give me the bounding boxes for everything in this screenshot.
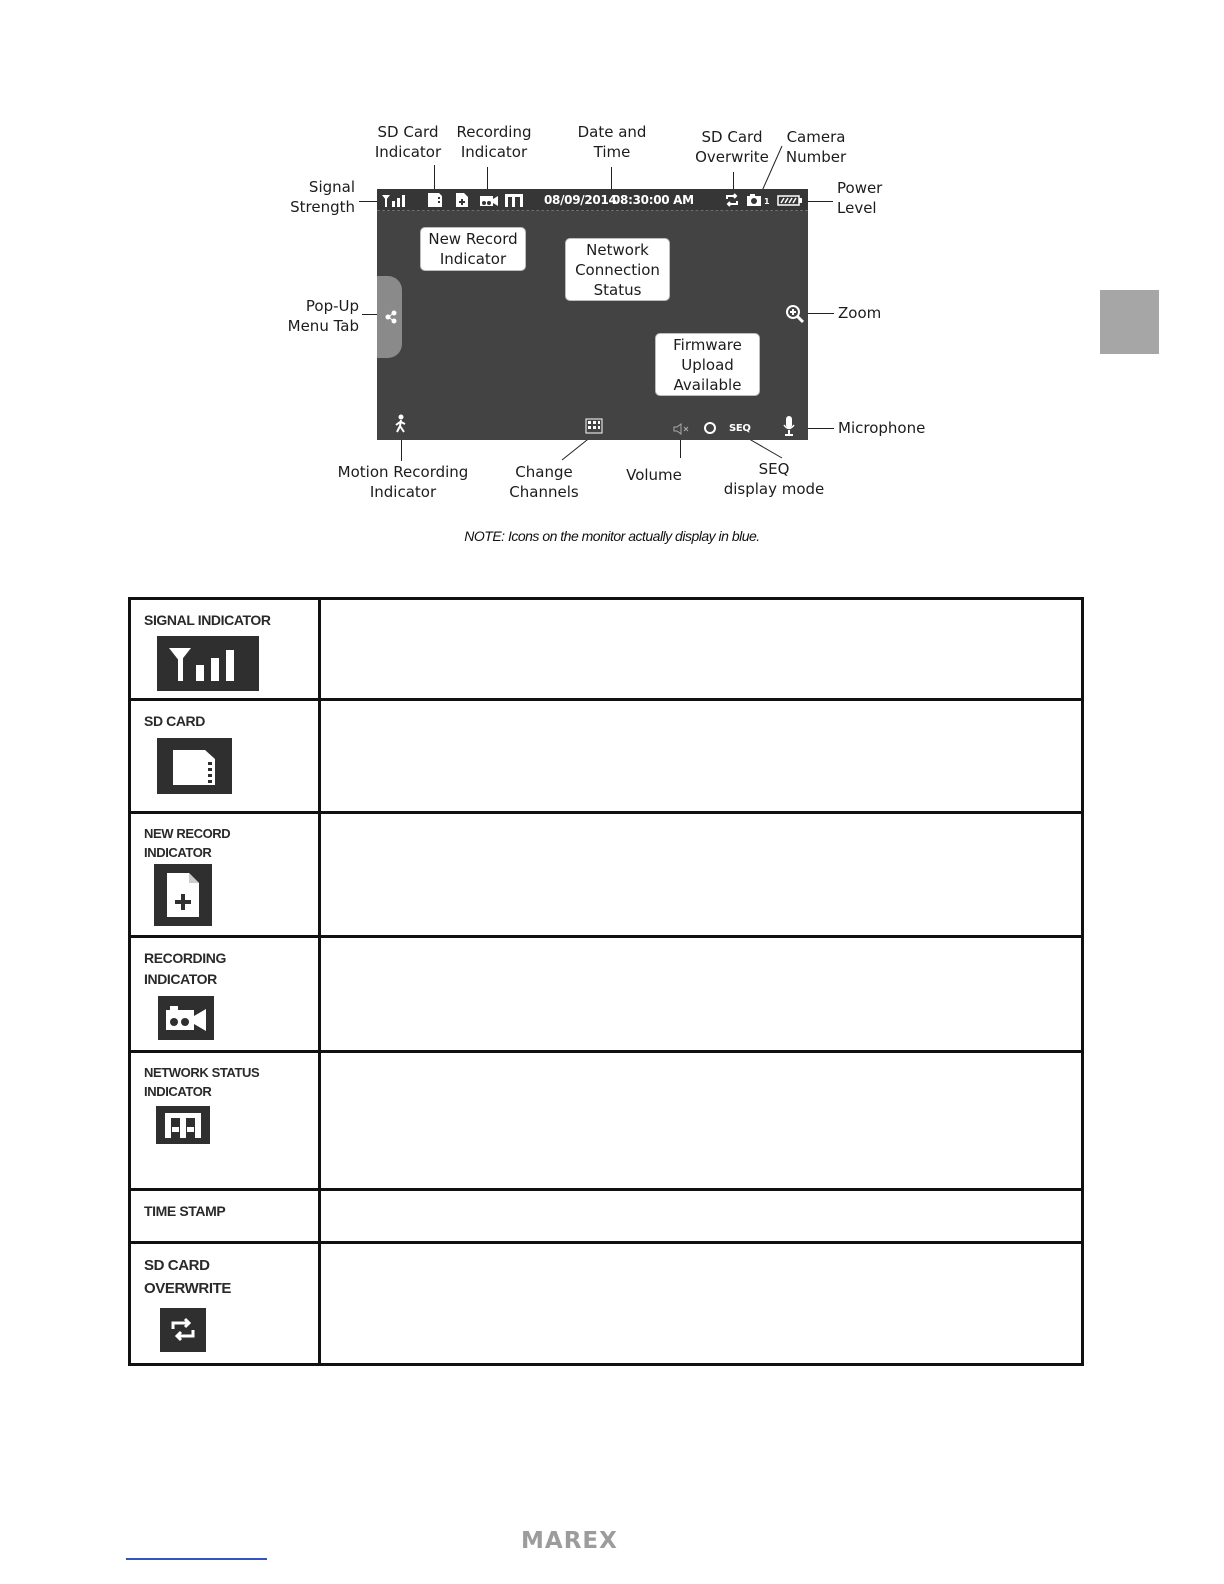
battery-icon — [777, 195, 803, 206]
camera-number: 1 — [764, 197, 770, 206]
row-label-cell — [130, 813, 320, 937]
table-row — [130, 1052, 1083, 1190]
diagram-note: NOTE: Icons on the monitor actually display in blue. — [464, 528, 760, 544]
row-label-cell — [130, 1243, 320, 1365]
change-channels-icon[interactable] — [585, 418, 603, 434]
callout-change-channels: Change Channels — [509, 463, 579, 501]
recording-icon — [158, 996, 214, 1040]
row-label-cell — [130, 1052, 320, 1190]
row-description — [320, 937, 1083, 1052]
callout-popup-menu-tab: Pop-Up Menu Tab — [287, 297, 359, 335]
volume-icon[interactable] — [672, 422, 690, 436]
callout-power-level: Power Level — [837, 179, 883, 217]
overwrite-icon — [160, 1308, 206, 1352]
row-description — [320, 1243, 1083, 1365]
sd-card-icon — [427, 192, 443, 208]
zoom-icon[interactable] — [785, 304, 805, 324]
icon-table — [128, 597, 1084, 1366]
row-description — [320, 813, 1083, 937]
callout-volume: Volume — [626, 466, 682, 484]
callout-microphone: Microphone — [838, 419, 926, 437]
callout-date-and-time: Date and Time — [577, 123, 647, 161]
row-label-cell — [130, 937, 320, 1052]
table-row — [130, 700, 1083, 813]
network-icon — [156, 1106, 210, 1144]
microphone-icon[interactable] — [782, 415, 796, 437]
seq-mode-button[interactable]: SEQ — [729, 423, 751, 434]
callout-camera-number: Camera Number — [785, 128, 847, 166]
row-label: NETWORK STATUS INDICATOR — [144, 1065, 260, 1099]
marex-logo: MAREX — [521, 1528, 618, 1554]
signal-strength-icon — [381, 193, 409, 207]
motion-recording-icon — [394, 414, 408, 434]
row-label: NEW RECORD INDICATOR — [144, 826, 231, 860]
recording-icon — [479, 192, 499, 208]
callout-sd-card-indicator: SD Card Indicator — [374, 123, 442, 161]
row-description — [320, 599, 1083, 700]
table-row — [130, 1190, 1083, 1243]
callout-seq-display-mode: SEQ display mode — [723, 460, 825, 498]
row-label: RECORDING INDICATOR — [144, 950, 226, 987]
table-row — [130, 813, 1083, 937]
row-label: SD CARD OVERWRITE — [144, 1257, 231, 1297]
firmware-upload-icon[interactable] — [703, 421, 717, 435]
bubble-firmware-upload: Firmware Upload Available — [655, 333, 760, 396]
row-label: SIGNAL INDICATOR — [144, 612, 271, 628]
bubble-network-status: Network Connection Status — [565, 238, 670, 301]
new-record-icon — [455, 192, 469, 208]
row-label-cell — [130, 700, 320, 813]
share-icon — [385, 310, 397, 324]
footer-rule — [126, 1558, 267, 1560]
callout-sd-card-overwrite: SD Card Overwrite — [695, 128, 769, 166]
new-record-icon — [154, 864, 212, 926]
row-label: TIME STAMP — [144, 1203, 226, 1219]
screen-time: 08:30:00 AM — [612, 193, 694, 207]
table-row — [130, 1243, 1083, 1365]
sd-overwrite-icon — [725, 193, 739, 207]
table-row — [130, 937, 1083, 1052]
camera-icon — [746, 193, 762, 207]
chapter-tab — [1100, 290, 1159, 354]
sd-card-icon — [157, 738, 232, 794]
row-description — [320, 1190, 1083, 1243]
row-label-cell — [130, 1190, 320, 1243]
row-label-cell — [130, 599, 320, 700]
row-description — [320, 1052, 1083, 1190]
bubble-new-record-indicator: New Record Indicator — [420, 227, 526, 271]
table-row — [130, 599, 1083, 700]
signal-icon — [157, 636, 259, 691]
callout-zoom: Zoom — [838, 304, 882, 322]
screen-date: 08/09/2014 — [544, 193, 617, 207]
status-bar — [377, 189, 808, 211]
callout-recording-indicator: Recording Indicator — [456, 123, 532, 161]
network-status-icon — [503, 192, 525, 208]
popup-menu-tab[interactable] — [377, 276, 402, 358]
row-label: SD CARD — [144, 713, 205, 729]
callout-signal-strength: Signal Strength — [290, 178, 355, 216]
row-description — [320, 700, 1083, 813]
callout-motion-recording: Motion Recording Indicator — [337, 463, 469, 501]
